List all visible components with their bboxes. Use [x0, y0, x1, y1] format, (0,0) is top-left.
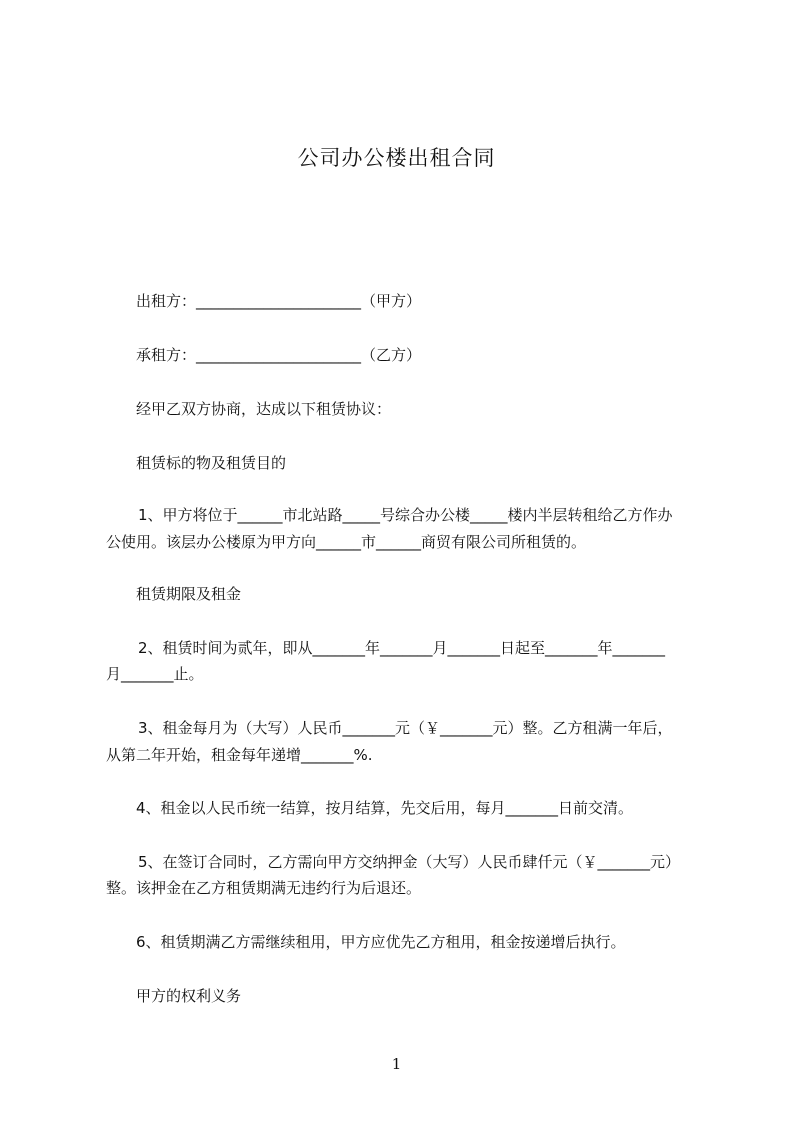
- clause-1-line-2: 公使用。该层办公楼原为甲方向______市______商贸有限公司所租赁的。: [106, 533, 587, 551]
- clause-3-line-1: 3、租金每月为（大写）人民币_______元（￥_______元）整。乙方租满一年后，: [138, 719, 673, 737]
- section-heading-lease-object: 租赁标的物及租赁目的: [136, 454, 287, 472]
- clause-5-line-1: 5、在签订合同时，乙方需向甲方交纳押金（大写）人民币肆仟元（￥_______元）: [138, 853, 681, 871]
- clause-2-line-1: 2、租赁时间为贰年，即从_______年_______月_______日起至_______年_______: [138, 639, 666, 657]
- clause-4: 4、租金以人民币统一结算，按月结算，先交后用，每月_______日前交清。: [136, 799, 634, 817]
- clause-5-line-2: 整。该押金在乙方租赁期满无违约行为后退还。: [106, 879, 422, 897]
- section-heading-party-a-rights: 甲方的权利义务: [136, 987, 242, 1005]
- section-heading-lease-term: 租赁期限及租金: [136, 585, 242, 603]
- clause-2-line-2: 月_______止。: [106, 665, 204, 683]
- lessor-line: 出租方：______________________（甲方）: [136, 292, 422, 310]
- intro-paragraph: 经甲乙双方协商，达成以下租赁协议：: [136, 400, 392, 418]
- clause-1-line-1: 1、甲方将位于______市北站路_____号综合办公楼_____楼内半层转租给乙方作办: [138, 506, 673, 524]
- clause-6: 6、租赁期满乙方需继续租用，甲方应优先乙方租用，租金按递增后执行。: [136, 933, 626, 951]
- clause-3-line-2: 从第二年开始，租金每年递增_______%.: [106, 746, 373, 764]
- page-number: 1: [391, 1055, 402, 1073]
- lessee-line: 承租方：______________________（乙方）: [136, 346, 422, 364]
- document-title: 公司办公楼出租合同: [297, 146, 496, 170]
